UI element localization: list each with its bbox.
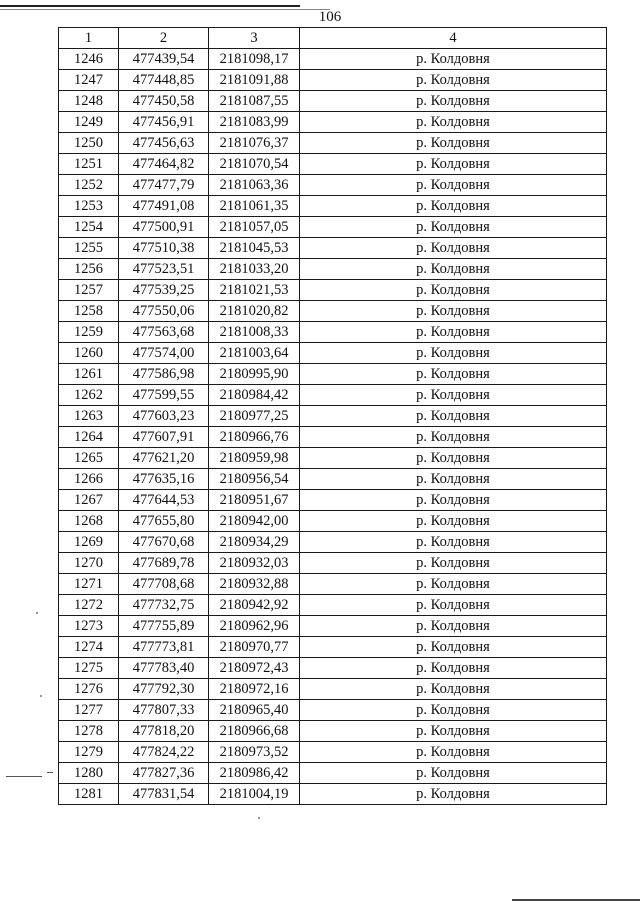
description-cell: р. Колдовня: [300, 406, 607, 427]
table-row: [59, 133, 607, 154]
x-coordinate-cell: 477621,20: [119, 448, 209, 469]
y-coordinate-cell: 2180942,00: [209, 511, 300, 532]
point-number-cell: 1281: [59, 784, 119, 805]
header-col-4: 4: [300, 28, 607, 49]
point-number-cell: 1248: [59, 91, 119, 112]
y-coordinate-cell: 2181098,17: [209, 49, 300, 70]
x-coordinate-cell: 477792,30: [119, 679, 209, 700]
y-coordinate-cell: 2180970,77: [209, 637, 300, 658]
description-cell: р. Колдовня: [300, 259, 607, 280]
point-number-cell: 1277: [59, 700, 119, 721]
y-coordinate-cell: 2180972,43: [209, 658, 300, 679]
description-cell: р. Колдовня: [300, 700, 607, 721]
table-row: [59, 175, 607, 196]
y-coordinate-cell: 2181020,82: [209, 301, 300, 322]
bottom-rule: [512, 899, 640, 901]
margin-mark: [47, 772, 53, 773]
y-coordinate-cell: 2180942,92: [209, 595, 300, 616]
table-body: [59, 49, 607, 805]
description-cell: р. Колдовня: [300, 637, 607, 658]
x-coordinate-cell: 477510,38: [119, 238, 209, 259]
description-cell: р. Колдовня: [300, 364, 607, 385]
table-row: [59, 385, 607, 406]
description-cell: р. Колдовня: [300, 343, 607, 364]
table-row: [59, 595, 607, 616]
table-row: [59, 763, 607, 784]
scan-speck: [36, 612, 38, 614]
point-number-cell: 1262: [59, 385, 119, 406]
description-cell: р. Колдовня: [300, 469, 607, 490]
table-row: [59, 70, 607, 91]
table-row: [59, 343, 607, 364]
table-row: [59, 700, 607, 721]
x-coordinate-cell: 477599,55: [119, 385, 209, 406]
y-coordinate-cell: 2180965,40: [209, 700, 300, 721]
point-number-cell: 1268: [59, 511, 119, 532]
x-coordinate-cell: 477831,54: [119, 784, 209, 805]
margin-mark: [6, 776, 42, 777]
table-row: [59, 616, 607, 637]
point-number-cell: 1257: [59, 280, 119, 301]
x-coordinate-cell: 477448,85: [119, 70, 209, 91]
point-number-cell: 1252: [59, 175, 119, 196]
y-coordinate-cell: 2180973,52: [209, 742, 300, 763]
point-number-cell: 1272: [59, 595, 119, 616]
x-coordinate-cell: 477655,80: [119, 511, 209, 532]
point-number-cell: 1260: [59, 343, 119, 364]
top-rule: [0, 5, 300, 7]
x-coordinate-cell: 477500,91: [119, 217, 209, 238]
description-cell: р. Колдовня: [300, 217, 607, 238]
table-row: [59, 112, 607, 133]
description-cell: р. Колдовня: [300, 280, 607, 301]
description-cell: р. Колдовня: [300, 721, 607, 742]
description-cell: р. Колдовня: [300, 70, 607, 91]
x-coordinate-cell: 477477,79: [119, 175, 209, 196]
table-row: [59, 91, 607, 112]
table-row: [59, 322, 607, 343]
x-coordinate-cell: 477732,75: [119, 595, 209, 616]
x-coordinate-cell: 477464,82: [119, 154, 209, 175]
point-number-cell: 1270: [59, 553, 119, 574]
point-number-cell: 1249: [59, 112, 119, 133]
header-col-1: 1: [59, 28, 119, 49]
x-coordinate-cell: 477827,36: [119, 763, 209, 784]
point-number-cell: 1251: [59, 154, 119, 175]
x-coordinate-cell: 477807,33: [119, 700, 209, 721]
point-number-cell: 1280: [59, 763, 119, 784]
point-number-cell: 1279: [59, 742, 119, 763]
description-cell: р. Колдовня: [300, 553, 607, 574]
y-coordinate-cell: 2181070,54: [209, 154, 300, 175]
y-coordinate-cell: 2181061,35: [209, 196, 300, 217]
table-row: [59, 553, 607, 574]
y-coordinate-cell: 2180951,67: [209, 490, 300, 511]
table-row: [59, 511, 607, 532]
point-number-cell: 1255: [59, 238, 119, 259]
y-coordinate-cell: 2181021,53: [209, 280, 300, 301]
table-row: [59, 637, 607, 658]
description-cell: р. Колдовня: [300, 742, 607, 763]
header-col-2: 2: [119, 28, 209, 49]
y-coordinate-cell: 2181004,19: [209, 784, 300, 805]
x-coordinate-cell: 477491,08: [119, 196, 209, 217]
point-number-cell: 1246: [59, 49, 119, 70]
x-coordinate-cell: 477670,68: [119, 532, 209, 553]
y-coordinate-cell: 2180986,42: [209, 763, 300, 784]
table-row: [59, 448, 607, 469]
description-cell: р. Колдовня: [300, 91, 607, 112]
description-cell: р. Колдовня: [300, 784, 607, 805]
y-coordinate-cell: 2180966,68: [209, 721, 300, 742]
x-coordinate-cell: 477755,89: [119, 616, 209, 637]
description-cell: р. Колдовня: [300, 427, 607, 448]
y-coordinate-cell: 2181091,88: [209, 70, 300, 91]
coordinates-table: [58, 27, 607, 805]
y-coordinate-cell: 2180932,88: [209, 574, 300, 595]
x-coordinate-cell: 477773,81: [119, 637, 209, 658]
x-coordinate-cell: 477550,06: [119, 301, 209, 322]
x-coordinate-cell: 477818,20: [119, 721, 209, 742]
description-cell: р. Колдовня: [300, 238, 607, 259]
point-number-cell: 1256: [59, 259, 119, 280]
point-number-cell: 1269: [59, 532, 119, 553]
point-number-cell: 1275: [59, 658, 119, 679]
table-row: [59, 154, 607, 175]
x-coordinate-cell: 477708,68: [119, 574, 209, 595]
table-row: [59, 280, 607, 301]
table-row: [59, 574, 607, 595]
x-coordinate-cell: 477439,54: [119, 49, 209, 70]
description-cell: р. Колдовня: [300, 490, 607, 511]
page-number: 106: [318, 9, 342, 25]
table-row: [59, 301, 607, 322]
point-number-cell: 1263: [59, 406, 119, 427]
x-coordinate-cell: 477644,53: [119, 490, 209, 511]
y-coordinate-cell: 2180934,29: [209, 532, 300, 553]
point-number-cell: 1274: [59, 637, 119, 658]
description-cell: р. Колдовня: [300, 154, 607, 175]
point-number-cell: 1264: [59, 427, 119, 448]
y-coordinate-cell: 2180959,98: [209, 448, 300, 469]
y-coordinate-cell: 2181045,53: [209, 238, 300, 259]
point-number-cell: 1253: [59, 196, 119, 217]
table-row: [59, 784, 607, 805]
table-row: [59, 238, 607, 259]
y-coordinate-cell: 2180977,25: [209, 406, 300, 427]
x-coordinate-cell: 477456,63: [119, 133, 209, 154]
y-coordinate-cell: 2180956,54: [209, 469, 300, 490]
point-number-cell: 1271: [59, 574, 119, 595]
x-coordinate-cell: 477689,78: [119, 553, 209, 574]
description-cell: р. Колдовня: [300, 49, 607, 70]
point-number-cell: 1254: [59, 217, 119, 238]
point-number-cell: 1247: [59, 70, 119, 91]
y-coordinate-cell: 2180984,42: [209, 385, 300, 406]
description-cell: р. Колдовня: [300, 196, 607, 217]
point-number-cell: 1276: [59, 679, 119, 700]
table-row: [59, 406, 607, 427]
y-coordinate-cell: 2181076,37: [209, 133, 300, 154]
point-number-cell: 1250: [59, 133, 119, 154]
y-coordinate-cell: 2180962,96: [209, 616, 300, 637]
table-row: [59, 196, 607, 217]
y-coordinate-cell: 2180995,90: [209, 364, 300, 385]
x-coordinate-cell: 477523,51: [119, 259, 209, 280]
description-cell: р. Колдовня: [300, 322, 607, 343]
table-row: [59, 532, 607, 553]
description-cell: р. Колдовня: [300, 616, 607, 637]
point-number-cell: 1258: [59, 301, 119, 322]
y-coordinate-cell: 2180932,03: [209, 553, 300, 574]
x-coordinate-cell: 477563,68: [119, 322, 209, 343]
table-row: [59, 469, 607, 490]
x-coordinate-cell: 477586,98: [119, 364, 209, 385]
description-cell: р. Колдовня: [300, 385, 607, 406]
x-coordinate-cell: 477783,40: [119, 658, 209, 679]
header-col-3: 3: [209, 28, 300, 49]
description-cell: р. Колдовня: [300, 511, 607, 532]
table-row: [59, 217, 607, 238]
description-cell: р. Колдовня: [300, 133, 607, 154]
y-coordinate-cell: 2181008,33: [209, 322, 300, 343]
description-cell: р. Колдовня: [300, 175, 607, 196]
table-row: [59, 679, 607, 700]
y-coordinate-cell: 2181083,99: [209, 112, 300, 133]
description-cell: р. Колдовня: [300, 658, 607, 679]
description-cell: р. Колдовня: [300, 679, 607, 700]
point-number-cell: 1259: [59, 322, 119, 343]
table-header-row: [59, 28, 607, 49]
table-row: [59, 49, 607, 70]
y-coordinate-cell: 2181003,64: [209, 343, 300, 364]
table-row: [59, 364, 607, 385]
point-number-cell: 1261: [59, 364, 119, 385]
x-coordinate-cell: 477539,25: [119, 280, 209, 301]
x-coordinate-cell: 477574,00: [119, 343, 209, 364]
table-row: [59, 490, 607, 511]
x-coordinate-cell: 477603,23: [119, 406, 209, 427]
scan-speck: [40, 695, 42, 697]
point-number-cell: 1273: [59, 616, 119, 637]
y-coordinate-cell: 2180972,16: [209, 679, 300, 700]
point-number-cell: 1266: [59, 469, 119, 490]
x-coordinate-cell: 477635,16: [119, 469, 209, 490]
table-row: [59, 658, 607, 679]
description-cell: р. Колдовня: [300, 448, 607, 469]
description-cell: р. Колдовня: [300, 574, 607, 595]
x-coordinate-cell: 477450,58: [119, 91, 209, 112]
x-coordinate-cell: 477456,91: [119, 112, 209, 133]
table-row: [59, 259, 607, 280]
y-coordinate-cell: 2181063,36: [209, 175, 300, 196]
description-cell: р. Колдовня: [300, 301, 607, 322]
x-coordinate-cell: 477607,91: [119, 427, 209, 448]
description-cell: р. Колдовня: [300, 112, 607, 133]
x-coordinate-cell: 477824,22: [119, 742, 209, 763]
table-row: [59, 742, 607, 763]
table-row: [59, 427, 607, 448]
description-cell: р. Колдовня: [300, 532, 607, 553]
scan-speck: [258, 817, 260, 819]
y-coordinate-cell: 2181087,55: [209, 91, 300, 112]
description-cell: р. Колдовня: [300, 763, 607, 784]
table-row: [59, 721, 607, 742]
y-coordinate-cell: 2181033,20: [209, 259, 300, 280]
y-coordinate-cell: 2180966,76: [209, 427, 300, 448]
y-coordinate-cell: 2181057,05: [209, 217, 300, 238]
description-cell: р. Колдовня: [300, 595, 607, 616]
point-number-cell: 1278: [59, 721, 119, 742]
point-number-cell: 1265: [59, 448, 119, 469]
point-number-cell: 1267: [59, 490, 119, 511]
